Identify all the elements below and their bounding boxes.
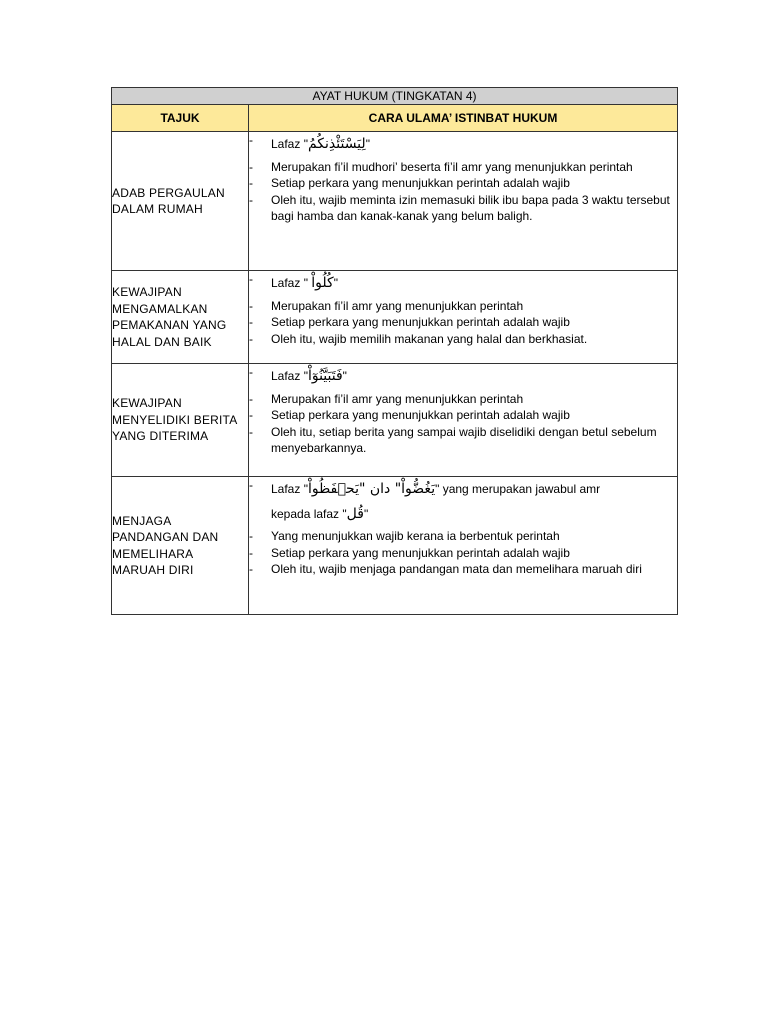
points-list (249, 132, 677, 225)
row-cara (249, 271, 678, 364)
list-item: - Oleh itu, wajib menjaga pandangan mata dan memelihara maruah diri (249, 561, 677, 578)
list-item: - Merupakan fi’il mudhori’ beserta fi’il amr yang menunjukkan perintah (249, 159, 677, 176)
header-cara: CARA ULAMA’ ISTINBAT HUKUM (249, 105, 678, 132)
lafaz-prefix: Lafaz " (271, 369, 308, 383)
table-row (112, 132, 678, 271)
lafaz-prefix: Lafaz " (271, 276, 312, 290)
lafaz-suffix: " (342, 369, 347, 383)
lafaz-prefix: Lafaz " (271, 482, 308, 496)
lafaz-line2-arabic: قُل (346, 505, 364, 522)
row-tajuk: ADAB PERGAULAN DALAM RUMAH (112, 132, 249, 271)
table-title-row (112, 88, 678, 105)
list-item: - Setiap perkara yang menunjukkan perintah adalah wajib (249, 314, 677, 331)
row-tajuk: KEWAJIPAN MENYELIDIKI BERITA YANG DITERIMA (112, 364, 249, 477)
list-item: - Oleh itu, wajib meminta izin memasuki bilik ibu bapa pada 3 waktu tersebut bagi hamba dan kanak-kanak yang belum baligh. (249, 192, 677, 225)
table-row (112, 477, 678, 615)
lafaz-arabic: لِيَسْتَئْذِنكُمُ (307, 136, 366, 152)
table-header-row (112, 105, 678, 132)
list-item: - Merupakan fi’il amr yang menunjukkan perintah (249, 391, 677, 408)
row-cara (249, 477, 678, 615)
header-tajuk: TAJUK (112, 105, 249, 132)
list-item: - Setiap perkara yang menunjukkan perintah adalah wajib (249, 545, 677, 562)
lafaz-suffix: " (365, 137, 370, 151)
points-list (249, 477, 677, 578)
row-cara (249, 364, 678, 477)
lafaz-prefix: Lafaz " (271, 137, 308, 151)
row-tajuk: KEWAJIPAN MENGAMALKAN PEMAKANAN YANG HALAL DAN BAIK (112, 271, 249, 364)
points-list (249, 271, 677, 347)
lafaz-item (249, 364, 677, 391)
list-item: - Oleh itu, wajib memilih makanan yang halal dan berkhasiat. (249, 331, 677, 348)
points-list (249, 364, 677, 457)
lafaz-arabic: فَتَبَيَّنُوٓاْ (307, 368, 343, 384)
lafaz-connector: " دان " (358, 481, 402, 497)
table-title: AYAT HUKUM (TINGKATAN 4) (112, 88, 678, 105)
lafaz-item (249, 132, 677, 159)
lafaz-arabic: كُلُواْ (311, 275, 334, 291)
table-row (112, 271, 678, 364)
row-tajuk: MENJAGA PANDANGAN DAN MEMELIHARA MARUAH DIRI (112, 477, 249, 615)
list-item: - Merupakan fi’il amr yang menunjukkan perintah (249, 298, 677, 315)
lafaz-arabic-1: يَغُضُّواْ (401, 481, 436, 497)
lafaz-item (249, 271, 677, 298)
lafaz-suffix: " (333, 276, 338, 290)
list-item: - Yang menunjukkan wajib kerana ia berbentuk perintah (249, 528, 677, 545)
ayat-hukum-table (111, 87, 678, 615)
lafaz-line2-suffix: " (363, 506, 369, 521)
row-cara (249, 132, 678, 271)
lafaz-arabic-2: يَحۡفَظُواْ (307, 481, 359, 497)
table-row (112, 364, 678, 477)
lafaz-item (249, 477, 677, 528)
list-item: - Oleh itu, setiap berita yang sampai wajib diselidiki dengan betul sebelum menyebarkannya. (249, 424, 677, 457)
list-item: - Setiap perkara yang menunjukkan perintah adalah wajib (249, 175, 677, 192)
lafaz-rest: " yang merupakan jawabul amr (435, 482, 601, 496)
list-item: - Setiap perkara yang menunjukkan perintah adalah wajib (249, 407, 677, 424)
lafaz-line2-prefix: kepada lafaz " (271, 506, 347, 521)
